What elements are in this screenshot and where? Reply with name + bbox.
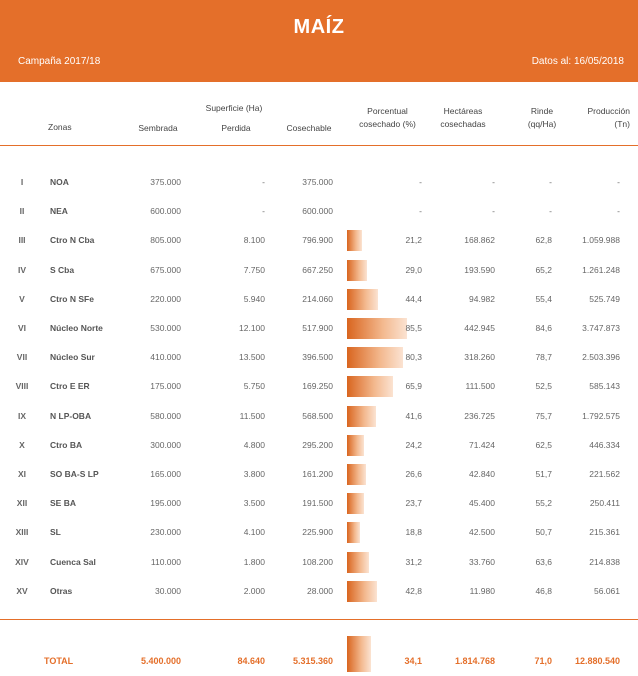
harvest-pct-bar — [347, 230, 362, 251]
table-row — [0, 197, 638, 226]
sembrada-value: 175.000 — [150, 381, 181, 392]
cosechable-value: 191.500 — [302, 498, 333, 509]
perdida-header: Perdida — [221, 123, 251, 133]
data-date-label: Datos al: 16/05/2018 — [531, 56, 624, 67]
zone-number: III — [18, 235, 26, 246]
sembrada-value: 165.000 — [150, 469, 181, 479]
hectareas-value: 193.590 — [464, 264, 495, 275]
zone-name: Otras — [50, 585, 73, 596]
zone-number: XII — [16, 498, 28, 509]
harvest-pct-bar — [347, 289, 378, 310]
rinde-value: 51,7 — [535, 469, 552, 479]
harvest-pct-value: 41,6 — [405, 410, 422, 421]
produccion-value: 1.261.248 — [582, 264, 620, 275]
cosechable-value: 28.000 — [307, 585, 333, 596]
table-row — [0, 314, 638, 343]
rinde-value: 62,5 — [535, 439, 552, 450]
hectareas-value: 42.840 — [469, 469, 495, 479]
produccion-value: 3.747.873 — [582, 323, 620, 333]
rinde-header-line1: Rinde — [530, 106, 554, 116]
hectareas-header-line1: Hectáreas — [443, 106, 483, 116]
table-row — [0, 168, 638, 197]
zone-number: V — [19, 293, 25, 304]
perdida-value: 2.000 — [243, 585, 265, 596]
table-row — [0, 577, 638, 606]
zone-name: Núcleo Sur — [50, 352, 95, 363]
hectareas-value: 236.725 — [464, 410, 495, 421]
total-pct: 34,1 — [404, 656, 422, 666]
table-row — [0, 489, 638, 518]
perdida-value: 4.100 — [243, 527, 265, 538]
harvest-pct-value: - — [419, 177, 422, 187]
hectareas-value: - — [492, 177, 495, 187]
cosechable-value: 225.900 — [302, 527, 333, 538]
table-row — [0, 402, 638, 431]
rinde-value: 84,6 — [535, 323, 552, 333]
perdida-value: 13.500 — [239, 352, 265, 363]
table-row — [0, 285, 638, 314]
zone-name: Ctro BA — [50, 439, 83, 450]
produccion-value: - — [617, 206, 620, 217]
cosechable-value: 517.900 — [302, 323, 333, 333]
harvest-pct-value: 21,2 — [405, 235, 422, 246]
zone-name: Ctro E ER — [50, 381, 90, 392]
perdida-value: 8.100 — [243, 235, 265, 246]
zone-number: I — [20, 177, 24, 187]
perdida-value: 5.940 — [243, 293, 265, 304]
hectareas-value: 442.945 — [464, 323, 495, 333]
produccion-header-line2: (Tn) — [614, 119, 630, 129]
cosechable-header: Cosechable — [286, 123, 332, 133]
table-row — [0, 518, 638, 547]
perdida-value: - — [262, 177, 265, 187]
sembrada-value: 110.000 — [150, 556, 181, 567]
sembrada-value: 600.000 — [150, 206, 181, 217]
sembrada-value: 220.000 — [150, 293, 181, 304]
produccion-value: 1.792.575 — [582, 410, 620, 421]
hectareas-value: 318.260 — [464, 352, 495, 363]
zone-name: NEA — [50, 206, 68, 217]
harvest-pct-value: 26,6 — [405, 469, 422, 479]
harvest-pct-bar — [347, 435, 364, 456]
produccion-value: 215.361 — [589, 527, 620, 538]
harvest-pct-value: 31,2 — [405, 556, 422, 567]
zone-number: XI — [17, 469, 27, 479]
cosechable-value: 568.500 — [302, 410, 333, 421]
total-hectareas: 1.814.768 — [454, 656, 495, 666]
rinde-value: 52,5 — [535, 381, 552, 392]
zone-number: X — [19, 439, 25, 450]
hectareas-value: 45.400 — [469, 498, 495, 509]
sembrada-value: 375.000 — [150, 177, 181, 187]
harvest-pct-value: 24,2 — [405, 439, 422, 450]
harvest-pct-value: 65,9 — [405, 381, 422, 392]
rinde-value: - — [549, 177, 552, 187]
table-row — [0, 431, 638, 460]
harvest-pct-value: 80,3 — [405, 352, 422, 363]
rinde-value: 75,7 — [535, 410, 552, 421]
sembrada-value: 580.000 — [150, 410, 181, 421]
produccion-value: 585.143 — [589, 381, 620, 392]
perdida-value: - — [262, 206, 265, 217]
rinde-value: 46,8 — [535, 585, 552, 596]
harvest-pct-bar — [347, 522, 360, 543]
campaign-label: Campaña 2017/18 — [18, 56, 101, 67]
total-cosechable: 5.315.360 — [292, 656, 333, 666]
total-label: TOTAL — [44, 656, 74, 666]
rinde-value: 50,7 — [535, 527, 552, 538]
zone-number: II — [19, 206, 25, 217]
hectareas-value: - — [492, 206, 495, 217]
produccion-header-line1: Producción — [587, 106, 630, 116]
zone-name: NOA — [50, 177, 69, 187]
zone-name: Ctro N SFe — [50, 293, 94, 304]
harvest-pct-value: 42,8 — [405, 585, 422, 596]
sembrada-value: 300.000 — [150, 439, 181, 450]
harvest-pct-value: 85,5 — [405, 323, 422, 333]
harvest-pct-bar — [347, 552, 369, 573]
zone-name: SL — [50, 527, 61, 538]
header-divider — [0, 145, 638, 146]
perdida-value: 7.750 — [243, 264, 265, 275]
harvest-pct-value: 29,0 — [405, 264, 422, 275]
sembrada-header: Sembrada — [138, 123, 178, 133]
cosechable-value: 375.000 — [302, 177, 333, 187]
harvest-pct-value: 44,4 — [405, 293, 422, 304]
sembrada-value: 230.000 — [150, 527, 181, 538]
report-title: MAÍZ — [293, 16, 345, 38]
hectareas-header-line2: cosechadas — [440, 119, 486, 129]
sembrada-value: 30.000 — [155, 585, 181, 596]
hectareas-value: 11.980 — [469, 585, 495, 596]
superficie-header: Superficie (Ha) — [205, 103, 263, 113]
rinde-value: 62,8 — [535, 235, 552, 246]
produccion-value: - — [617, 177, 620, 187]
porcentual-header-line2: cosechado (%) — [359, 119, 416, 129]
sembrada-value: 805.000 — [150, 235, 181, 246]
zone-number: IX — [17, 410, 27, 421]
zonas-header: Zonas — [48, 122, 72, 132]
produccion-value: 56.061 — [594, 585, 620, 596]
hectareas-value: 71.424 — [469, 439, 495, 450]
rinde-value: 55,4 — [535, 293, 552, 304]
table-row — [0, 343, 638, 372]
perdida-value: 3.500 — [243, 498, 265, 509]
sembrada-value: 195.000 — [150, 498, 181, 509]
zone-number: VII — [16, 352, 28, 363]
zone-name: Cuenca Sal — [50, 556, 96, 567]
cosechable-value: 108.200 — [302, 556, 333, 567]
rinde-value: 78,7 — [535, 352, 552, 363]
total-sembrada: 5.400.000 — [140, 656, 181, 666]
cosechable-value: 169.250 — [302, 381, 333, 392]
report-header — [0, 0, 638, 82]
table-row — [0, 372, 638, 401]
produccion-value: 525.749 — [589, 293, 620, 304]
perdida-value: 12.100 — [239, 323, 265, 333]
zone-number: VIII — [15, 381, 29, 392]
hectareas-value: 42.500 — [469, 527, 495, 538]
porcentual-header-line1: Porcentual — [367, 106, 408, 116]
perdida-value: 1.800 — [243, 556, 265, 567]
rinde-value: 63,6 — [535, 556, 552, 567]
sembrada-value: 410.000 — [150, 352, 181, 363]
harvest-pct-bar — [347, 260, 367, 281]
harvest-pct-value: - — [419, 206, 422, 217]
produccion-value: 2.503.396 — [582, 352, 620, 363]
harvest-pct-bar — [347, 406, 376, 427]
rinde-value: - — [549, 206, 552, 217]
total-divider — [0, 619, 638, 620]
zone-number: XIV — [15, 556, 29, 567]
perdida-value: 3.800 — [243, 469, 265, 479]
harvest-pct-value: 18,8 — [405, 527, 422, 538]
zone-number: IV — [17, 264, 27, 275]
hectareas-value: 94.982 — [469, 293, 495, 304]
rinde-value: 55,2 — [535, 498, 552, 509]
zone-name: SO BA-S LP — [50, 469, 99, 479]
cosechable-value: 396.500 — [302, 352, 333, 363]
sembrada-value: 675.000 — [150, 264, 181, 275]
perdida-value: 11.500 — [239, 410, 265, 421]
cosechable-value: 214.060 — [302, 293, 333, 304]
zone-name: Ctro N Cba — [50, 235, 95, 246]
zone-name: SE BA — [50, 498, 76, 509]
rinde-value: 65,2 — [535, 264, 552, 275]
table-row — [0, 226, 638, 255]
harvest-pct-bar — [347, 493, 364, 514]
zone-name: N LP-OBA — [50, 410, 92, 421]
hectareas-value: 168.862 — [464, 235, 495, 246]
total-perdida: 84.640 — [237, 656, 265, 666]
cosechable-value: 667.250 — [302, 264, 333, 275]
table-row — [0, 460, 638, 489]
produccion-value: 1.059.988 — [582, 235, 620, 246]
total-row — [0, 650, 638, 672]
cosechable-value: 161.200 — [302, 469, 333, 479]
table-row — [0, 256, 638, 285]
cosechable-value: 295.200 — [302, 439, 333, 450]
cosechable-value: 796.900 — [302, 235, 333, 246]
harvest-pct-bar — [347, 464, 366, 485]
produccion-value: 214.838 — [589, 556, 620, 567]
zone-number: VI — [17, 323, 27, 333]
harvest-pct-value: 23,7 — [405, 498, 422, 509]
hectareas-value: 33.760 — [469, 556, 495, 567]
cosechable-value: 600.000 — [302, 206, 333, 217]
total-produccion: 12.880.540 — [574, 656, 620, 666]
produccion-value: 221.562 — [589, 469, 620, 479]
zone-name: S Cba — [50, 264, 75, 275]
sembrada-value: 530.000 — [150, 323, 181, 333]
zone-name: Núcleo Norte — [50, 323, 103, 333]
zone-number: XV — [16, 585, 28, 596]
total-harvest-bar — [347, 636, 371, 672]
perdida-value: 5.750 — [243, 381, 265, 392]
produccion-value: 250.411 — [589, 498, 620, 509]
perdida-value: 4.800 — [243, 439, 265, 450]
table-row — [0, 548, 638, 577]
hectareas-value: 111.500 — [465, 381, 495, 392]
produccion-value: 446.334 — [589, 439, 620, 450]
zone-number: XIII — [15, 527, 29, 538]
rinde-header-line2: (qq/Ha) — [527, 119, 557, 129]
total-rinde: 71,0 — [534, 656, 552, 666]
harvest-pct-bar — [347, 581, 377, 602]
